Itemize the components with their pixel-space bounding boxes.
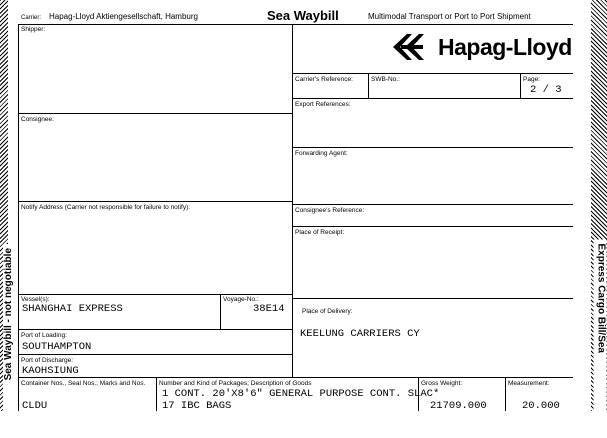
document-title: Sea Waybill [267,8,339,23]
side-text-left: Sea Waybill - not negotiable [3,244,15,438]
carriers-reference-label: Carrier's Reference: [295,76,353,83]
rule-vessel-top [18,294,292,295]
shipper-label: Shipper: [21,26,46,33]
rule-goods-col1 [156,377,157,411]
rule-discharge-top [18,354,292,355]
voyage-no-label: Voyage-No.: [223,296,259,303]
vessels-label: Vessel(s): [21,296,50,303]
forwarding-agent-label: Forwarding Agent: [295,150,348,157]
rule-voyage-divider [220,294,221,329]
place-of-delivery-value: KEELUNG CARRIERS CY [300,328,420,340]
page-label: Page: [523,76,540,83]
consignee-label: Consignee: [21,116,54,123]
voyage-value: 38E14 [253,303,285,315]
frame-top [18,24,573,25]
measurement-value: 20.000 [522,400,560,412]
hapag-lloyd-logo-icon [393,32,433,62]
place-of-delivery-label: Place of Delivery: [302,308,353,315]
cargo-line-1: 1 CONT. 20'X8'6" GENERAL PURPOSE CONT. SLAC* [162,388,440,400]
rule-swb-divider [368,73,369,98]
rule-consignee-top [18,113,292,114]
hapag-lloyd-logo [393,32,578,66]
packages-label: Number and Kind of Packages; Description of Goods [159,380,312,387]
carrier-label: Carrier: [21,15,42,21]
logo-text: Hapag-Lloyd [438,34,572,60]
rule-carrier-ref-top [292,73,573,74]
side-text-right: Express Cargo Bill/Sea [594,240,607,434]
page-value: 2 / 3 [530,84,562,96]
frame-middle [292,24,293,377]
port-of-loading-label: Port of Loading: [21,332,67,339]
marks-value: CLDU [22,400,48,412]
swb-no-label: SWB-No.: [371,76,400,83]
rule-goods-top [18,377,573,378]
port-of-discharge-value: KAOHSIUNG [22,365,79,377]
place-of-receipt-label: Place of Receipt: [295,229,345,236]
notify-address-label: Notify Address (Carrier not responsible for failure to notify): [21,204,191,211]
port-of-loading-value: SOUTHAMPTON [22,341,92,353]
rule-export-top [292,98,573,99]
container-nos-label: Container Nos., Seal Nos.; Marks and Nos. [21,380,146,387]
consignees-reference-label: Consignee's Reference: [295,207,365,214]
rule-consignee-ref-top [292,204,573,205]
rule-notify-top [18,201,292,202]
vessel-value: SHANGHAI EXPRESS [22,303,123,315]
export-references-label: Export References: [295,101,351,108]
carrier-name: Hapag-Lloyd Aktiengesellschaft, Hamburg [49,12,198,21]
rule-receipt-top [292,226,573,227]
rule-loading-top [18,329,292,330]
rule-goods-col3 [505,377,506,411]
gross-weight-value: 21709.000 [430,400,487,412]
measurement-label: Measurement: [508,380,550,387]
rule-delivery-top [292,298,573,299]
rule-page-divider [520,73,521,98]
document-subtitle: Multimodal Transport or Port to Port Shipment [368,12,531,21]
rule-forwarding-top [292,147,573,148]
frame-left [18,24,19,411]
port-of-discharge-label: Port of Discharge: [21,357,74,364]
gross-weight-label: Gross Weight: [421,380,463,387]
cargo-line-2: 17 IBC BAGS [162,400,232,412]
